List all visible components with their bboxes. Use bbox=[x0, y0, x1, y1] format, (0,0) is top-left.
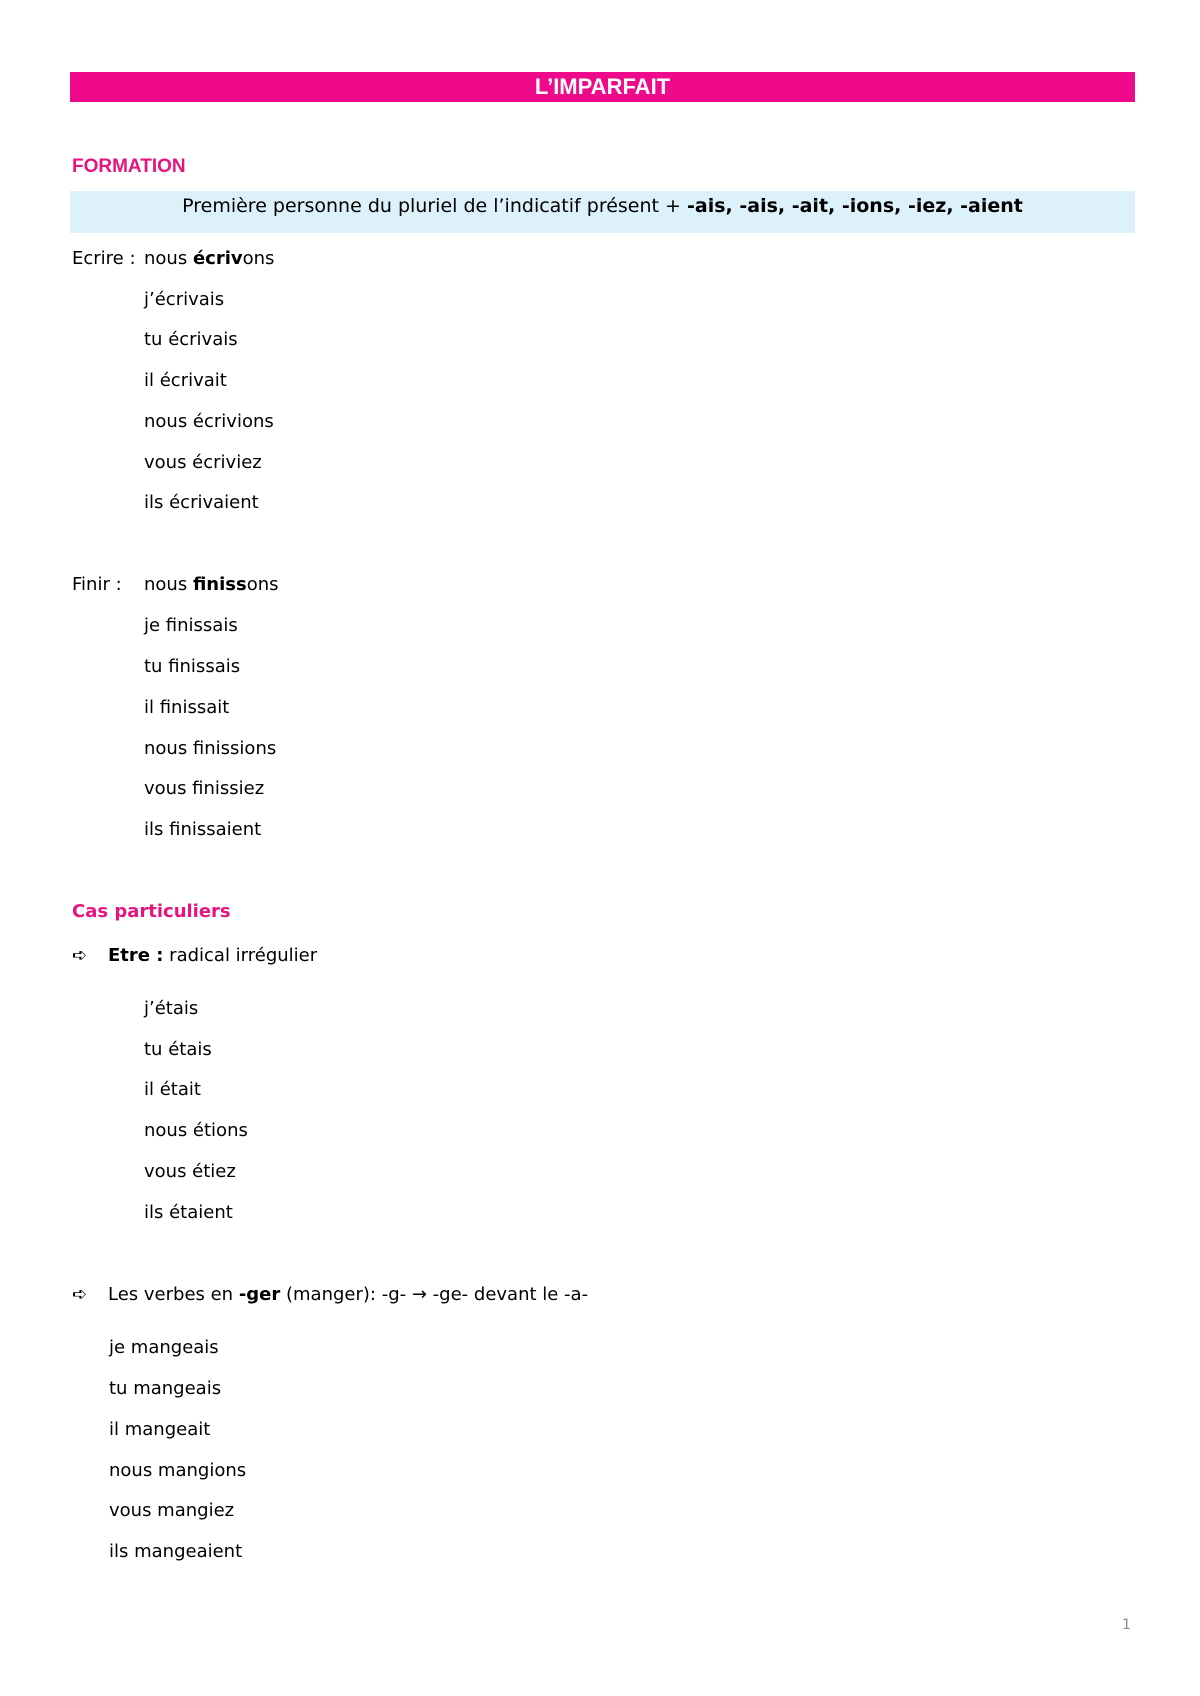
etre-bold: Etre : bbox=[108, 945, 164, 966]
etre-rule bbox=[72, 944, 317, 968]
formation-heading: FORMATION bbox=[72, 156, 186, 177]
finir-base-suffix: ons bbox=[246, 574, 279, 595]
ecrire-base-bold: écriv bbox=[192, 248, 243, 269]
finir-form: nous finissions bbox=[144, 738, 277, 759]
arrow-icon: → bbox=[411, 1284, 427, 1305]
ecrire-form: nous écrivions bbox=[144, 411, 274, 432]
ecrire-form: tu écrivais bbox=[144, 329, 238, 350]
formula-endings: -ais, -ais, -ait, -ions, -iez, -aient bbox=[687, 195, 1023, 217]
ecrire-base-suffix: ons bbox=[242, 248, 275, 269]
etre-form: tu étais bbox=[144, 1039, 212, 1060]
finir-form: tu finissais bbox=[144, 656, 241, 677]
page-number: 1 bbox=[1122, 1617, 1131, 1633]
cas-particuliers-heading: Cas particuliers bbox=[72, 901, 231, 922]
etre-form: il était bbox=[144, 1079, 201, 1100]
ger-form: il mangeait bbox=[109, 1419, 211, 1440]
finir-label: Finir : bbox=[72, 574, 122, 595]
ger-part2: (manger): -g- bbox=[280, 1284, 412, 1305]
ecrire-form: ils écrivaient bbox=[144, 492, 259, 513]
etre-form: vous étiez bbox=[144, 1161, 236, 1182]
ger-bold: -ger bbox=[238, 1284, 281, 1305]
page-title: L’IMPARFAIT bbox=[70, 72, 1135, 102]
finir-form: il finissait bbox=[144, 697, 230, 718]
ger-form: je mangeais bbox=[109, 1337, 219, 1358]
etre-rest: radical irrégulier bbox=[163, 945, 318, 966]
arrow-right-icon: ➪ bbox=[72, 945, 88, 966]
finir-form: ils finissaient bbox=[144, 819, 262, 840]
ecrire-label: Ecrire : bbox=[72, 248, 136, 269]
finir-base bbox=[144, 573, 279, 597]
ger-rule bbox=[72, 1283, 588, 1307]
finir-form: je finissais bbox=[144, 615, 238, 636]
etre-form: ils étaient bbox=[144, 1202, 233, 1223]
ger-form: vous mangiez bbox=[109, 1500, 235, 1521]
ger-part1: Les verbes en bbox=[108, 1284, 239, 1305]
ger-form: tu mangeais bbox=[109, 1378, 222, 1399]
formula-box bbox=[70, 191, 1135, 233]
finir-base-bold: finiss bbox=[192, 574, 247, 595]
finir-form: vous finissiez bbox=[144, 778, 265, 799]
etre-form: nous étions bbox=[144, 1120, 248, 1141]
etre-form: j’étais bbox=[144, 998, 199, 1019]
finir-base-prefix: nous bbox=[144, 574, 193, 595]
ecrire-base bbox=[144, 247, 274, 271]
ecrire-form: vous écriviez bbox=[144, 452, 262, 473]
ger-form: nous mangions bbox=[109, 1460, 247, 1481]
ecrire-base-prefix: nous bbox=[144, 248, 193, 269]
formula-text: Première personne du pluriel de l’indicatif présent + bbox=[182, 195, 687, 217]
ecrire-form: j’écrivais bbox=[144, 289, 225, 310]
ger-part3: -ge- devant le -a- bbox=[426, 1284, 589, 1305]
ecrire-form: il écrivait bbox=[144, 370, 227, 391]
arrow-right-icon: ➪ bbox=[72, 1284, 88, 1305]
ger-form: ils mangeaient bbox=[109, 1541, 243, 1562]
